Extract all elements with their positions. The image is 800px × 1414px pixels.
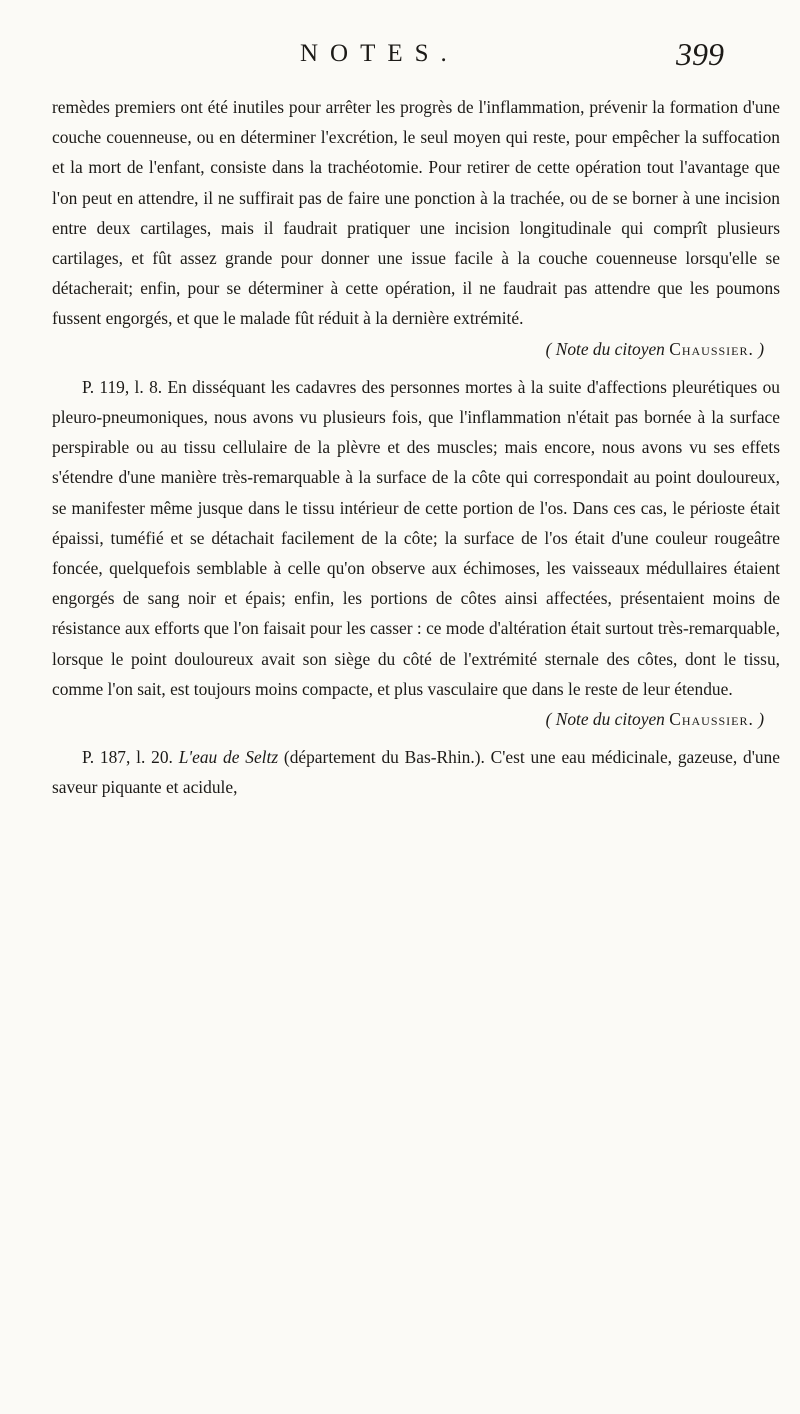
signature-name: Chaussier. [669,338,754,359]
note-reference: P. 119, l. 8. [82,376,163,397]
note-title: L'eau de Seltz [178,747,279,768]
running-title: NOTES. [300,40,459,67]
page-header [0,36,800,76]
notes-body [52,92,780,803]
note-paragraph [52,742,780,802]
signature-prefix: ( Note du citoyen [545,338,665,359]
signature-suffix: ) [758,709,764,730]
note-signature [52,704,780,734]
signature-suffix: ) [758,338,764,359]
note-paragraph [52,372,780,704]
note-reference: P. 187, l. 20. [82,747,173,768]
signature-name: Chaussier. [669,709,754,730]
note-text: En disséquant les cadavres des personnes mortes à la suite d'affections pleurétiques ou pleuro-pneumoniques, nous avons vu plusieurs fois, que l'inflammation n'était pas bornée à la surface perspirable ou au tissu cellulaire de la plèvre et des muscles; mais encore, nous avons vu ses effets s'étendre d'une manière très-remarquable à la surface de la côte qui correspondait au point douloureux, se manifester même jusque dans le tissu intérieur de cette portion de l'os. Dans ces cas, le périoste était épaissi, tuméfié et se détachait facilement de la côte; la surface de l'os était d'une couleur rougeâtre foncée, quelquefois semblable à celle qu'on observe aux échimoses, les vaisseaux médullaires étaient engorgés de sang noir et épais; enfin, les portions de côtes ainsi affectées, présentaient moins de résistance aux efforts que l'on faisait pour les casser : ce mode d'altération était surtout très-remarquable, lorsque le point douloureux avait son siège du côté de l'extrémité sternale des côtes, dont le tissu, comme l'on sait, est toujours moins compacte, et plus vasculaire que dans le reste de leur étendue. [52,376,780,699]
note-continuation: remèdes premiers ont été inutiles pour arrêter les progrès de l'inflammation, prévenir la formation d'une couche couenneuse, ou en déterminer l'excrétion, le seul moyen qui reste, pour empêcher la suffocation et la mort de l'enfant, consiste dans la trachéotomie. Pour retirer de cette opération tout l'avantage que l'on peut en attendre, il ne suffirait pas de faire une ponction à la trachée, ou de se borner à une incision entre deux cartilages, mais il faudrait pratiquer une incision longitudinale qui comprît plusieurs cartilages, et fût assez grande pour donner une issue facile à la couche couenneuse lorsqu'elle se détacherait; enfin, pour se déterminer à cette opération, il ne faudrait pas attendre que les poumons fussent engorgés, et que le malade fût réduit à la dernière extrémité. [52,97,780,329]
signature-prefix: ( Note du citoyen [545,709,665,730]
note-signature [52,334,780,364]
page-number: 399 [676,36,724,72]
note-text: (département du Bas-Rhin.). C'est une eau médicinale, gazeuse, d'une saveur piquante et acidule, [52,747,780,798]
